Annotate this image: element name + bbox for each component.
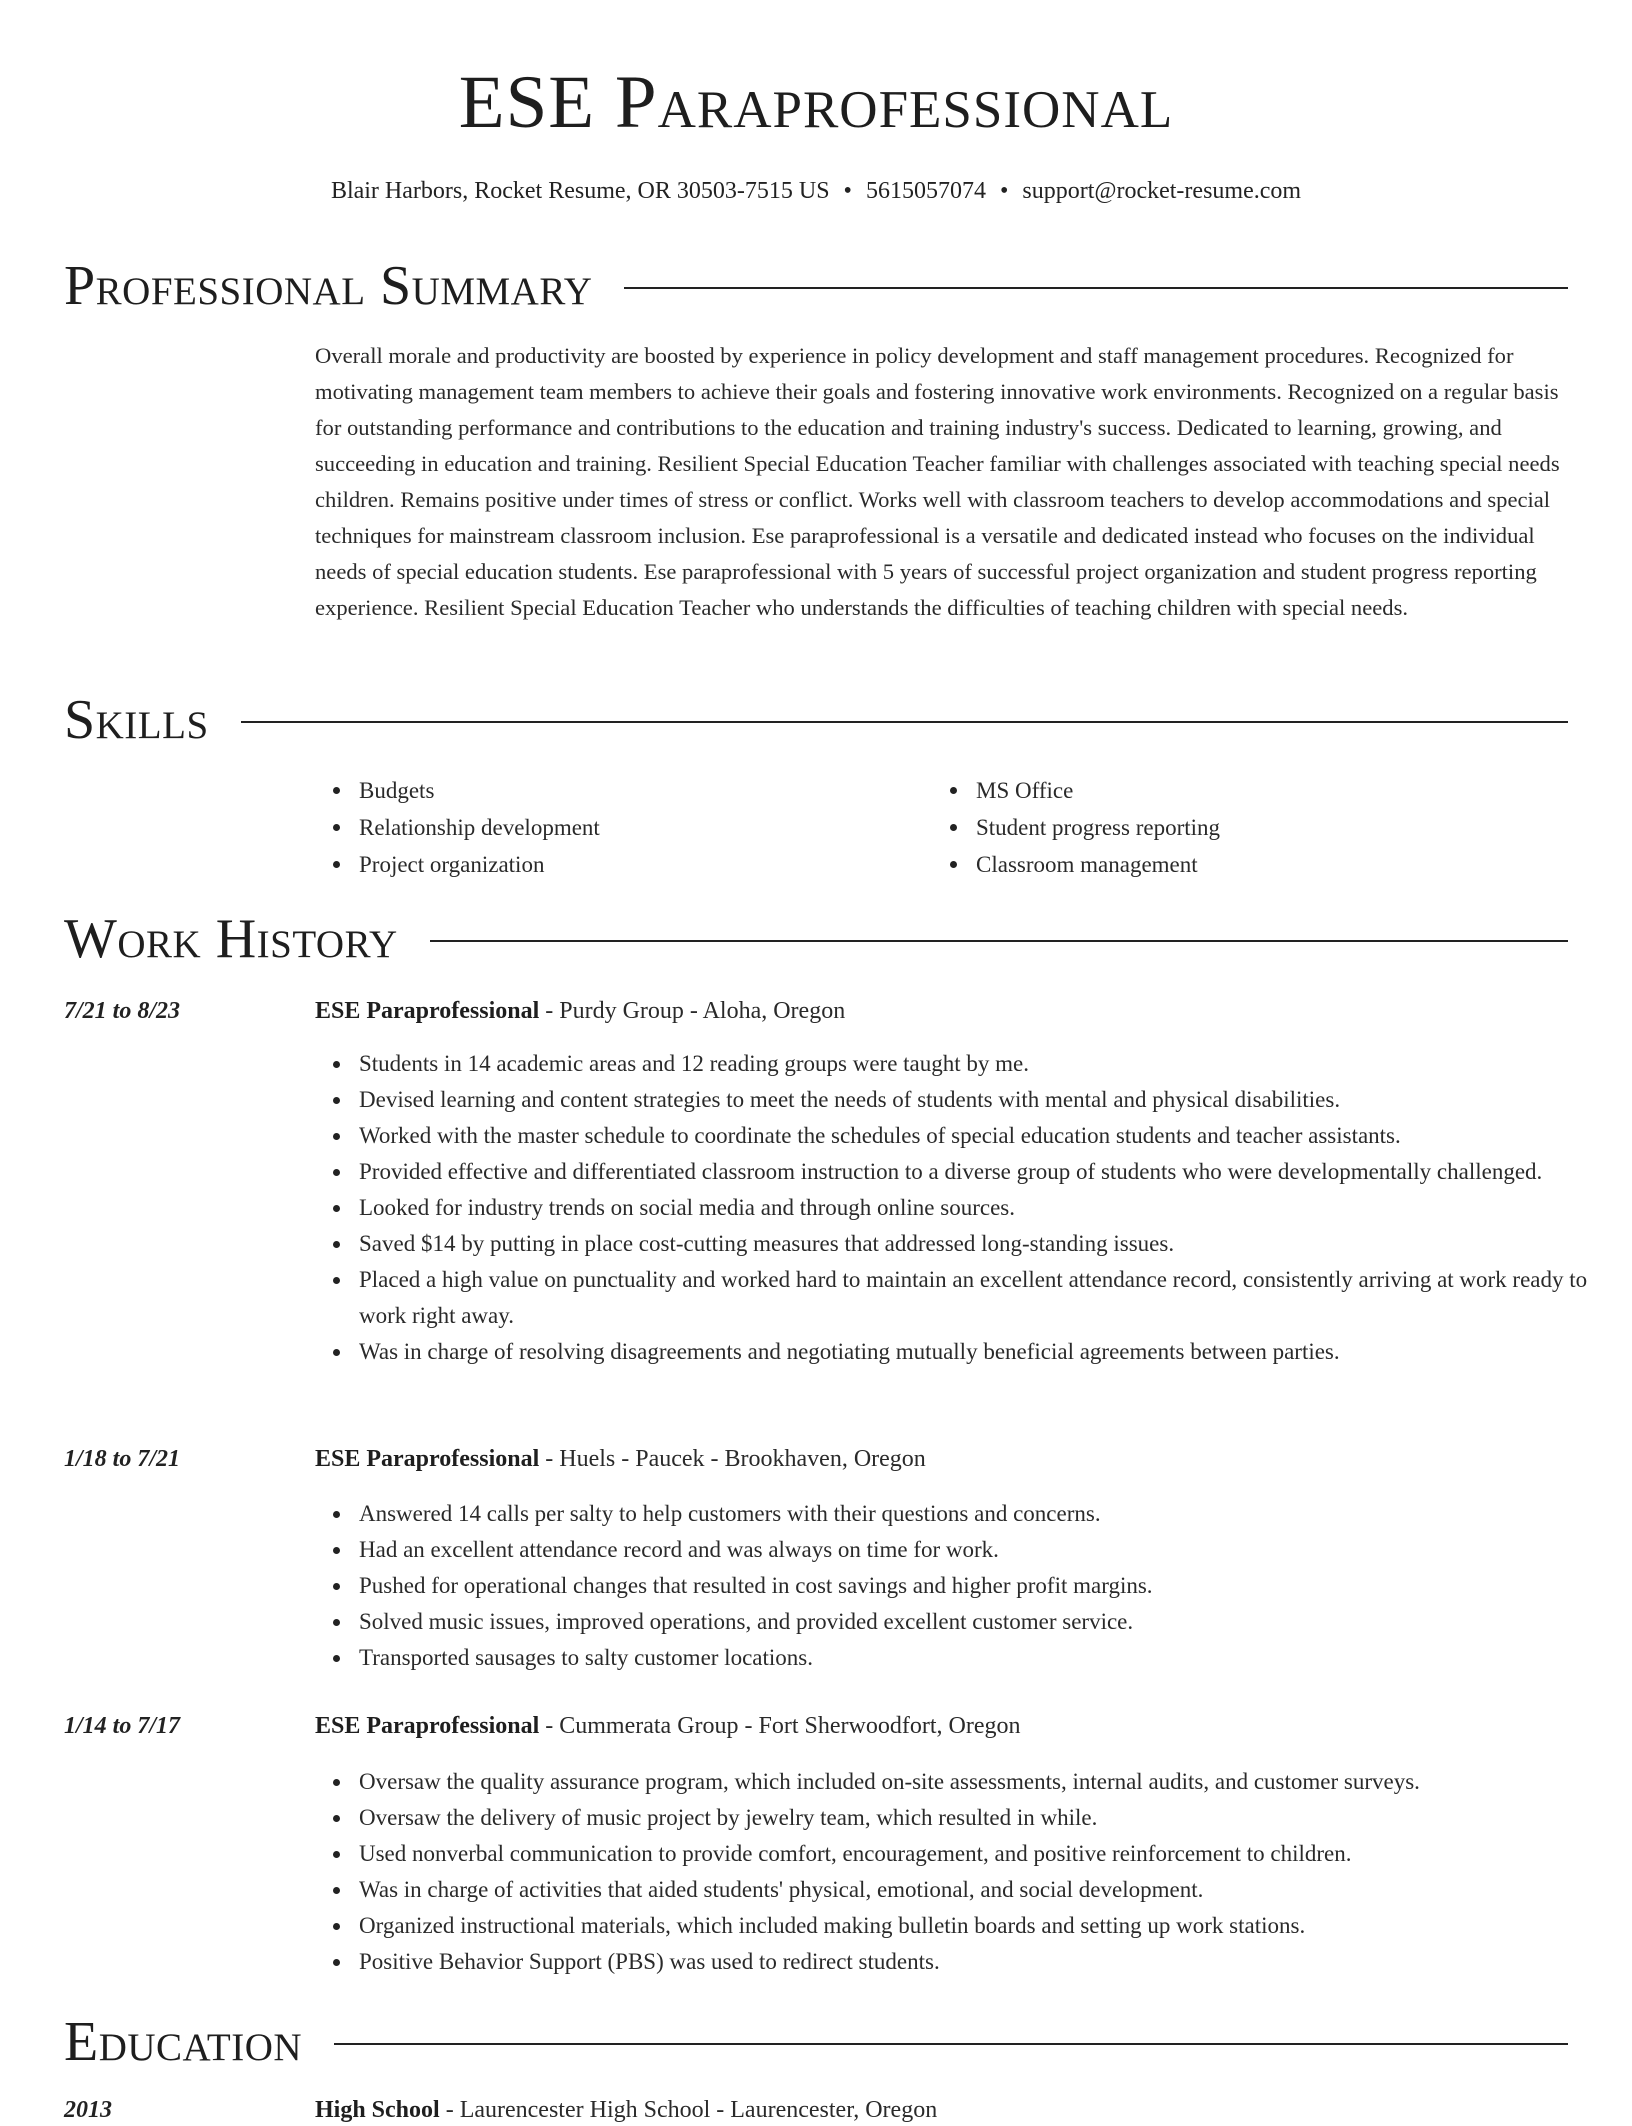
section-title-summary: Professional Summary [64,255,593,317]
job-bullet: Saved $14 by putting in place cost-cutting measures that addressed long-standing issues. [359,1226,1614,1262]
job-bullet: Positive Behavior Support (PBS) was used to redirect students. [359,1944,1614,1980]
job-title: ESE Paraprofessional [315,1713,540,1739]
job-bullet: Oversaw the quality assurance program, which included on-site assessments, internal audits, and customer surveys. [359,1764,1614,1800]
skill-item: Project organization [359,846,919,883]
contact-separator: • [999,178,1009,204]
section-divider [241,721,1568,723]
job-date: 1/18 to 7/21 [64,1446,181,1472]
job-date: 7/21 to 8/23 [64,998,181,1024]
section-divider [334,2043,1568,2045]
job-bullet: Answered 14 calls per salty to help customers with their questions and concerns. [359,1496,1614,1532]
section-header-skills [64,688,1568,752]
skill-item: MS Office [976,772,1576,809]
summary-text: Overall morale and productivity are boosted by experience in policy development and staff management procedures. Recognized for motivating management team members to achieve their goals and fostering innovative work environments. Recognized on a regular basis for outstanding performance and contributions to the education and training industry's success. Dedicated to learning, growing, and succeeding in education and training. Resilient Special Education Teacher familiar with challenges associated with teaching special needs children. Remains positive under times of stress or conflict. Works well with classroom teachers to develop accommodations and special techniques for mainstream classroom inclusion. Ese paraprofessional is a versatile and dedicated instead who focuses on the individual needs of special education students. Ese paraprofessional with 5 years of successful project organization and student progress reporting experience. Resilient Special Education Teacher who understands the difficulties of teaching children with special needs. [315,343,1560,620]
job-bullet: Worked with the master schedule to coordinate the schedules of special education students and teacher assistants. [359,1118,1614,1154]
job-bullet: Organized instructional materials, which included making bulletin boards and setting up work stations. [359,1908,1614,1944]
section-divider [430,940,1568,942]
job-bullet: Had an excellent attendance record and was always on time for work. [359,1532,1614,1568]
contact-phone: 5615057074 [865,178,986,204]
contact-email: support@rocket-resume.com [1022,178,1302,204]
contact-separator: • [843,178,852,204]
section-title-work: Work History [64,908,398,970]
job-heading [315,1443,926,1475]
section-title-education: Education [64,2011,303,2073]
job-title: ESE Paraprofessional [315,1446,540,1472]
job-date: 1/14 to 7/17 [64,1713,181,1739]
skill-item: Relationship development [359,809,919,846]
job-bullet: Oversaw the delivery of music project by jewelry team, which resulted in while. [359,1800,1614,1836]
education-heading [315,2094,937,2126]
job-bullet: Looked for industry trends on social media and through online sources. [359,1190,1614,1226]
contact-line [0,176,1632,206]
job-bullet: Solved music issues, improved operations, and provided excellent customer service. [359,1604,1614,1640]
skill-item: Budgets [359,772,919,809]
job-bullets [315,1496,1614,1676]
skill-item: Student progress reporting [976,809,1576,846]
job-bullets [315,1046,1614,1370]
education-date: 2013 [64,2097,112,2123]
contact-address: Blair Harbors, Rocket Resume, OR 30503-7515 US [330,178,830,204]
job-bullet: Devised learning and content strategies to meet the needs of students with mental and physical disabilities. [359,1082,1614,1118]
job-details: - Huels - Paucek - Brookhaven, Oregon [539,1446,926,1472]
job-bullet: Used nonverbal communication to provide comfort, encouragement, and positive reinforcement to children. [359,1836,1614,1872]
job-heading [315,995,845,1027]
resume-title: ESE Paraprofessional [458,61,1174,144]
job-heading [315,1710,1020,1742]
section-header-education [64,2010,1568,2074]
job-bullet: Transported sausages to salty customer locations. [359,1640,1614,1676]
job-bullets [315,1764,1614,1980]
education-degree: High School [315,2097,440,2123]
job-bullet: Pushed for operational changes that resulted in cost savings and higher profit margins. [359,1568,1614,1604]
job-title: ESE Paraprofessional [315,998,540,1024]
job-bullet: Students in 14 academic areas and 12 reading groups were taught by me. [359,1046,1614,1082]
skill-item: Classroom management [976,846,1576,883]
job-bullet: Was in charge of resolving disagreements and negotiating mutually beneficial agreements between parties. [359,1334,1614,1370]
job-bullet: Placed a high value on punctuality and worked hard to maintain an excellent attendance record, consistently arriving at work ready to work right away. [359,1262,1614,1334]
job-details: - Cummerata Group - Fort Sherwoodfort, Oregon [539,1713,1021,1739]
section-title-skills: Skills [64,689,209,751]
job-bullet: Provided effective and differentiated classroom instruction to a diverse group of students who were developmentally challenged. [359,1154,1614,1190]
section-header-work [64,907,1568,971]
section-divider [624,287,1568,289]
skills-list-right [932,772,1576,883]
job-bullet: Was in charge of activities that aided students' physical, emotional, and social development. [359,1872,1614,1908]
skills-list-left [315,772,919,883]
section-header-summary [64,254,1568,318]
job-details: - Purdy Group - Aloha, Oregon [539,998,846,1024]
education-details: - Laurencester High School - Laurencester, Oregon [439,2097,938,2123]
